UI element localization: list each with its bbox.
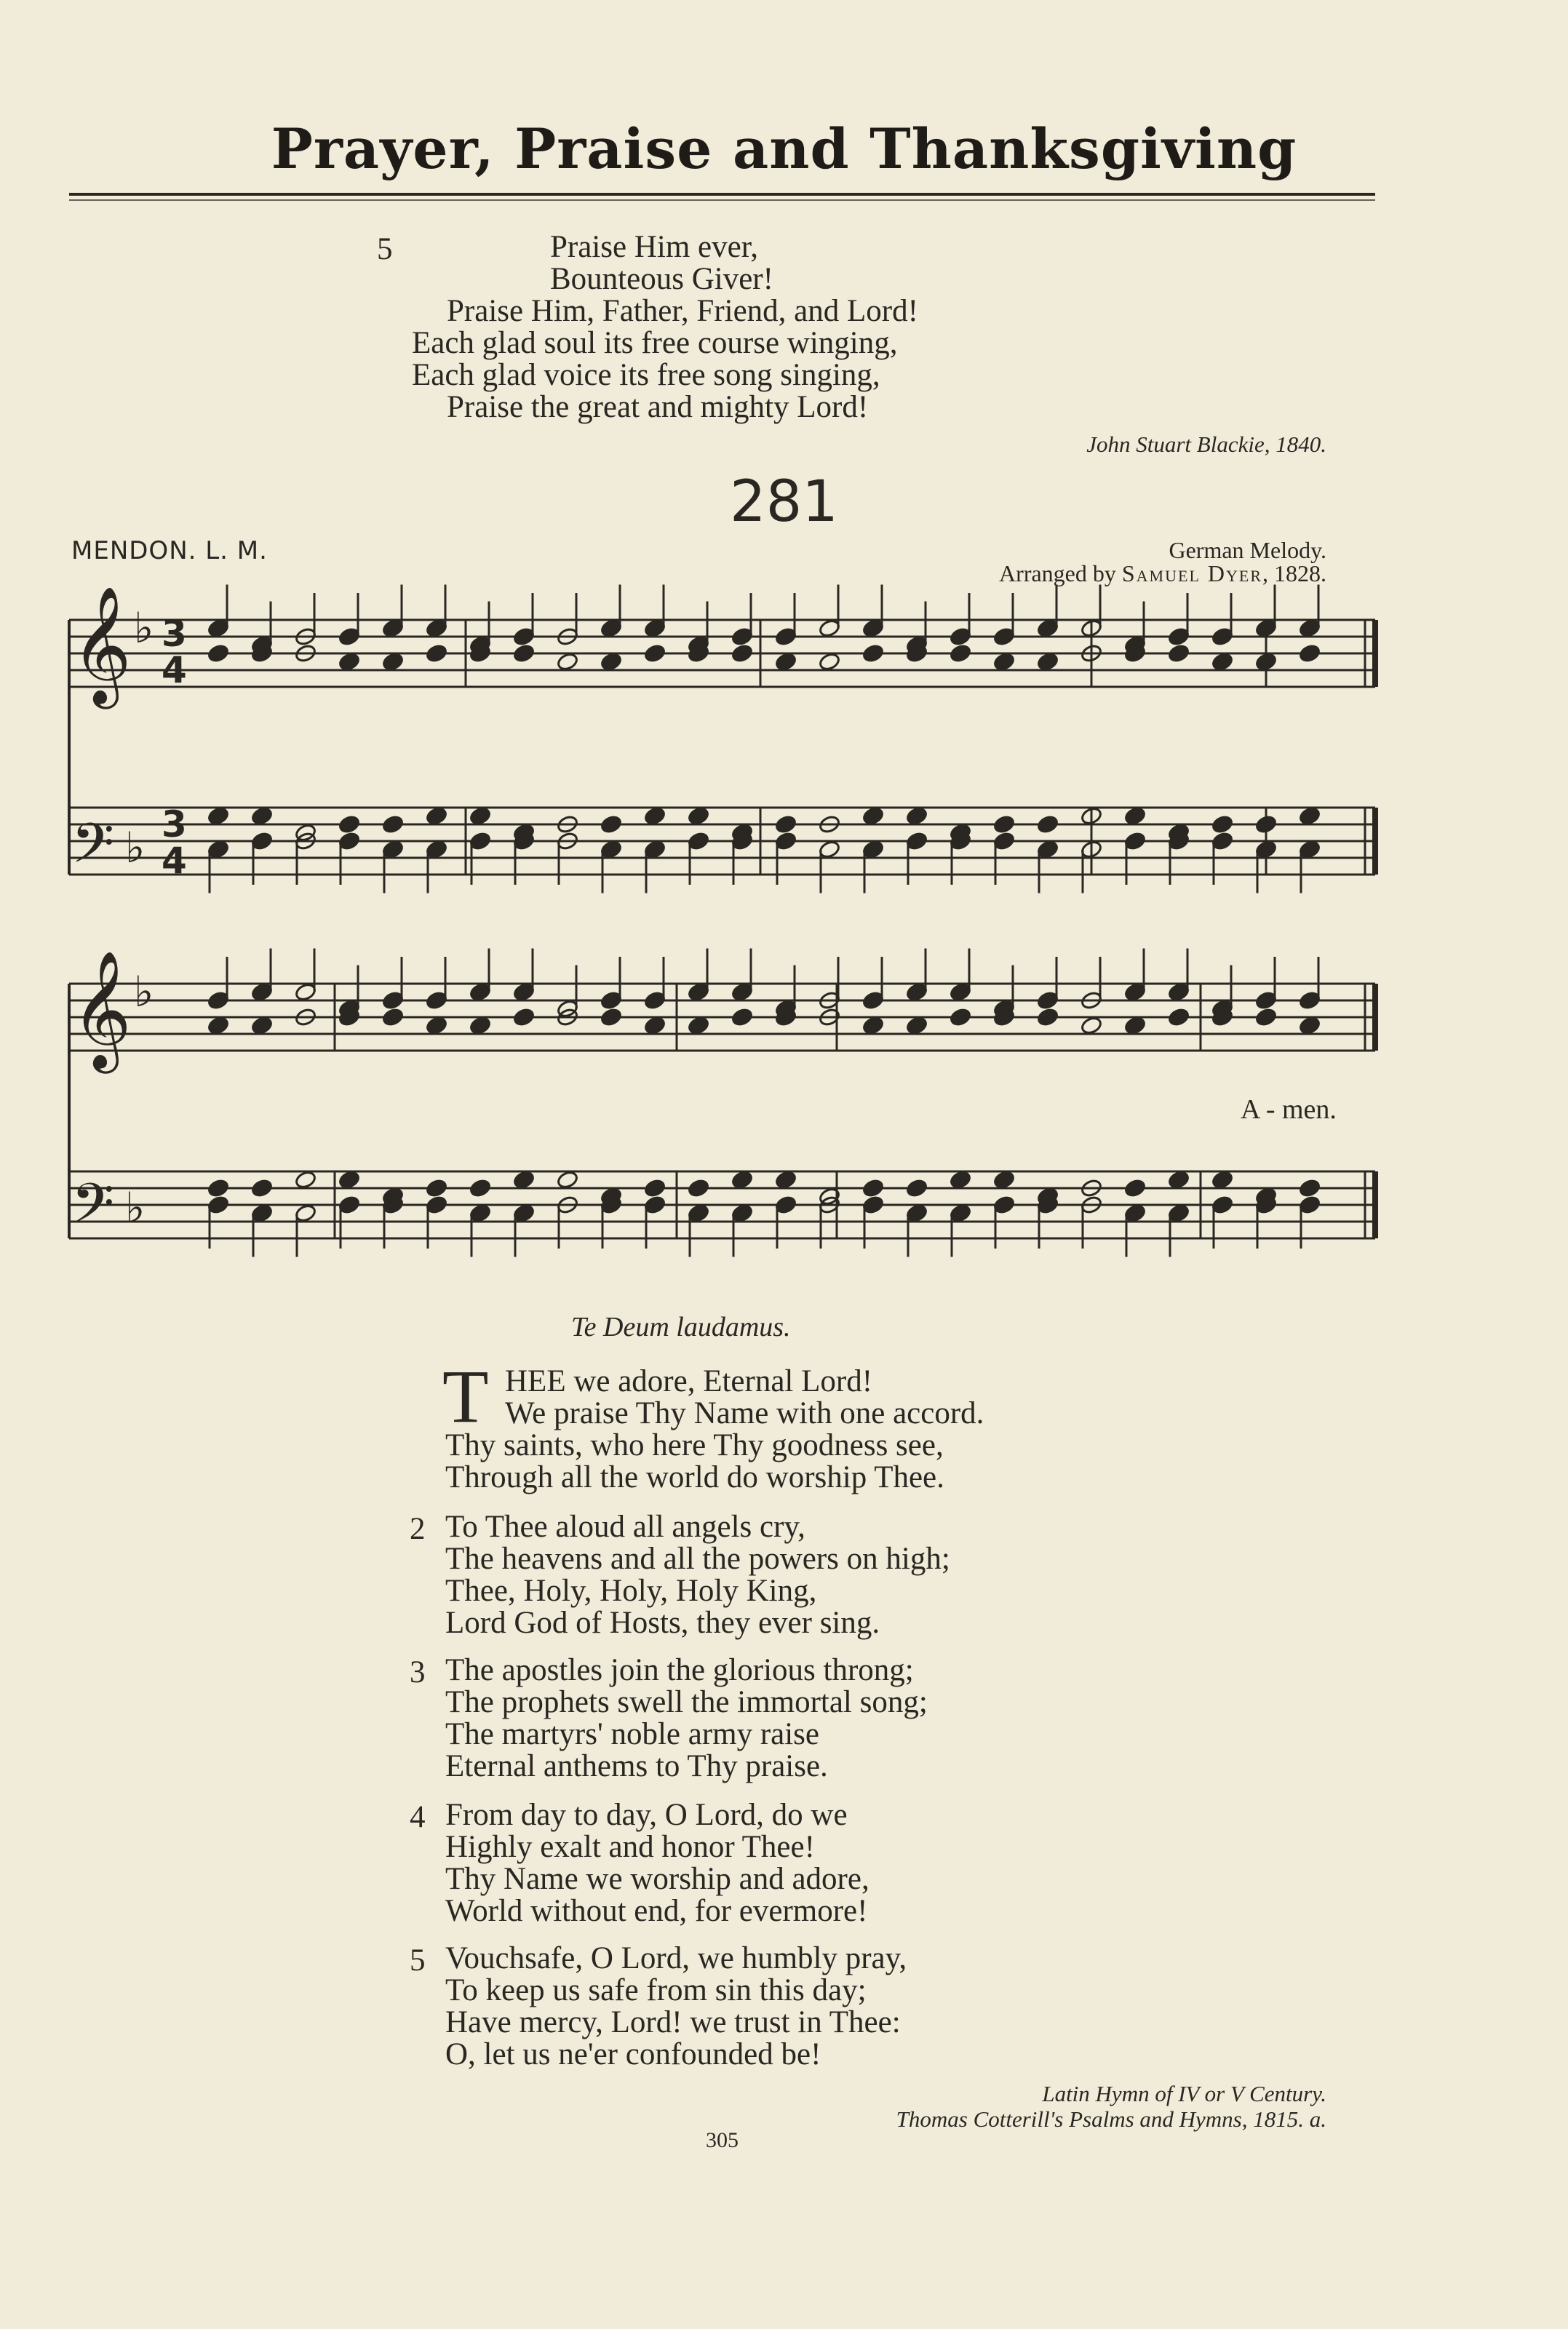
stanza-number: 3 <box>410 1655 426 1689</box>
stanza-line: HEE we adore, Eternal Lord! <box>505 1364 873 1398</box>
note-head <box>381 652 404 672</box>
note-head <box>731 1170 753 1190</box>
note-head <box>643 1016 666 1035</box>
note-head <box>425 806 447 826</box>
time-signature-top: 3 <box>162 613 187 655</box>
note-head <box>905 1178 928 1198</box>
stanza-line: Each glad voice its free song singing, <box>412 358 880 392</box>
note-head <box>250 806 273 826</box>
note-head <box>643 1178 666 1198</box>
note-head <box>1123 806 1146 826</box>
note-head <box>861 643 884 663</box>
treble-clef-icon: 𝄞 <box>71 586 132 704</box>
note-head <box>861 1178 884 1198</box>
note-head <box>731 1007 753 1027</box>
note-head <box>905 1016 928 1035</box>
bass-clef-icon: 𝄢 <box>71 1171 115 1249</box>
stanza-line: The prophets swell the immortal song; <box>445 1685 928 1719</box>
time-signature-bottom: 4 <box>162 840 187 882</box>
time-signature-top: 3 <box>162 803 187 845</box>
stanza-line: Through all the world do worship Thee. <box>445 1460 944 1494</box>
note-head <box>469 1178 491 1198</box>
hymn-stanza-5 <box>445 1943 907 2071</box>
note-head <box>1298 643 1321 663</box>
note-head <box>1167 643 1190 663</box>
stanza-line: We praise Thy Name with one accord. <box>505 1396 984 1430</box>
note-head <box>1036 1007 1059 1027</box>
stanza-line: Praise the great and mighty Lord! <box>447 390 869 424</box>
stanza-line: Vouchsafe, O Lord, we humbly pray, <box>445 1941 907 1975</box>
note-head <box>1254 652 1277 672</box>
note-head <box>381 1007 404 1027</box>
note-head <box>600 652 622 672</box>
note-head <box>1036 814 1059 834</box>
stanza-line: O, let us ne'er confounded be! <box>445 2037 821 2071</box>
note-head <box>643 806 666 826</box>
note-head <box>992 652 1015 672</box>
note-head <box>338 652 360 672</box>
note-head <box>294 1170 317 1190</box>
note-head <box>1298 1178 1321 1198</box>
melody-credit: German Melody. <box>1169 537 1326 563</box>
note-head <box>1254 1007 1277 1027</box>
note-head <box>774 652 797 672</box>
note-head <box>207 806 229 826</box>
stanza-line: World without end, for evermore! <box>445 1894 868 1928</box>
note-head <box>1211 652 1233 672</box>
note-head <box>992 1170 1015 1190</box>
note-head <box>556 1170 578 1190</box>
time-signature-bottom: 4 <box>162 649 187 691</box>
treble-clef-icon: 𝄞 <box>71 950 132 1069</box>
stanza-line: Praise Him ever, <box>550 230 759 264</box>
note-head <box>1080 1016 1102 1035</box>
note-head <box>949 1170 971 1190</box>
stanza-number: 2 <box>410 1512 426 1546</box>
drop-cap: T <box>442 1355 489 1438</box>
stanza-line: Lord God of Hosts, they ever sing. <box>445 1606 880 1640</box>
note-head <box>1211 1170 1233 1190</box>
flat-icon: ♭ <box>134 967 154 1016</box>
note-head <box>949 1007 971 1027</box>
note-head <box>818 652 840 672</box>
note-head <box>425 643 447 663</box>
stanza-line: Thee, Holy, Holy, Holy King, <box>445 1574 817 1608</box>
hymn-latin-title: Te Deum laudamus. <box>571 1312 791 1342</box>
stanza-line: Praise Him, Father, Friend, and Lord! <box>447 294 918 328</box>
note-head <box>425 1016 447 1035</box>
note-head <box>207 1016 229 1035</box>
note-head <box>250 1016 273 1035</box>
note-head <box>425 1178 447 1198</box>
stanza-line: To Thee aloud all angels cry, <box>445 1510 805 1544</box>
note-head <box>207 1178 229 1198</box>
stanza-line: Thy Name we worship and adore, <box>445 1862 869 1896</box>
note-head <box>600 1007 622 1027</box>
note-head <box>381 814 404 834</box>
note-head <box>250 1178 273 1198</box>
note-head <box>512 643 535 663</box>
note-head <box>1254 814 1277 834</box>
stanza-line: Eternal anthems to Thy praise. <box>445 1749 828 1783</box>
stanza-line: Highly exalt and honor Thee! <box>445 1830 815 1864</box>
note-head <box>338 1170 360 1190</box>
note-head <box>731 643 753 663</box>
stanza-line: The martyrs' noble army raise <box>445 1717 820 1751</box>
note-head <box>992 814 1015 834</box>
note-head <box>338 814 360 834</box>
arranger-year: , 1828. <box>1262 560 1326 586</box>
note-head <box>207 643 229 663</box>
hymn-attribution-1: Latin Hymn of IV or V Century. <box>1042 2081 1326 2106</box>
note-head <box>600 814 622 834</box>
note-head <box>1123 1016 1146 1035</box>
arranger-name: Samuel Dyer <box>1121 560 1262 586</box>
tune-name: MENDON. L. M. <box>71 536 268 565</box>
stanza-line: Each glad soul its free course winging, <box>412 326 898 360</box>
note-head <box>1298 806 1321 826</box>
stanza-line: Thy saints, who here Thy goodness see, <box>445 1428 944 1462</box>
note-head <box>687 1178 709 1198</box>
previous-stanza-number: 5 <box>377 232 393 266</box>
note-head <box>861 806 884 826</box>
note-head <box>905 806 928 826</box>
hymn-number: 281 <box>730 469 838 535</box>
stanza-number: 4 <box>410 1800 426 1834</box>
note-head <box>643 643 666 663</box>
stanza-line: Have mercy, Lord! we trust in Thee: <box>445 2005 901 2039</box>
stanza-line: The apostles join the glorious throng; <box>445 1653 914 1687</box>
hymn-stanza-3 <box>445 1655 928 1783</box>
flat-icon: ♭ <box>125 1183 146 1233</box>
note-head <box>687 806 709 826</box>
note-head <box>774 814 797 834</box>
page-header-title: Prayer, Praise and Thanksgiving <box>271 116 1297 181</box>
note-head <box>861 1016 884 1035</box>
note-head <box>687 1016 709 1035</box>
hymn-stanza-1 <box>445 1366 984 1494</box>
flat-icon: ♭ <box>125 823 146 872</box>
amen-text: A - men. <box>1241 1094 1337 1125</box>
stanza-line: The heavens and all the powers on high; <box>445 1542 950 1576</box>
hymn-stanza-2 <box>445 1511 950 1639</box>
note-head <box>469 806 491 826</box>
stanza-line: To keep us safe from sin this day; <box>445 1973 867 2007</box>
note-head <box>949 643 971 663</box>
note-head <box>469 1016 491 1035</box>
previous-hymn-attribution: John Stuart Blackie, 1840. <box>1086 431 1326 457</box>
note-head <box>556 652 578 672</box>
note-head <box>1298 1016 1321 1035</box>
note-head <box>1167 1007 1190 1027</box>
note-head <box>512 1170 535 1190</box>
note-head <box>512 1007 535 1027</box>
note-head <box>1211 814 1233 834</box>
note-head <box>774 1170 797 1190</box>
page-number: 305 <box>706 2128 739 2152</box>
hymn-stanza-4 <box>445 1799 869 1927</box>
note-head <box>1167 1170 1190 1190</box>
stanza-number: 5 <box>410 1943 426 1978</box>
stanza-line: Bounteous Giver! <box>550 262 773 296</box>
flat-icon: ♭ <box>134 603 154 653</box>
arranger-prefix: Arranged by <box>999 560 1116 586</box>
note-head <box>1036 652 1059 672</box>
bass-clef-icon: 𝄢 <box>71 811 115 889</box>
note-head <box>1123 1178 1146 1198</box>
hymn-attribution-2: Thomas Cotterill's Psalms and Hymns, 1815. a. <box>896 2106 1326 2132</box>
stanza-line: From day to day, O Lord, do we <box>445 1798 848 1832</box>
